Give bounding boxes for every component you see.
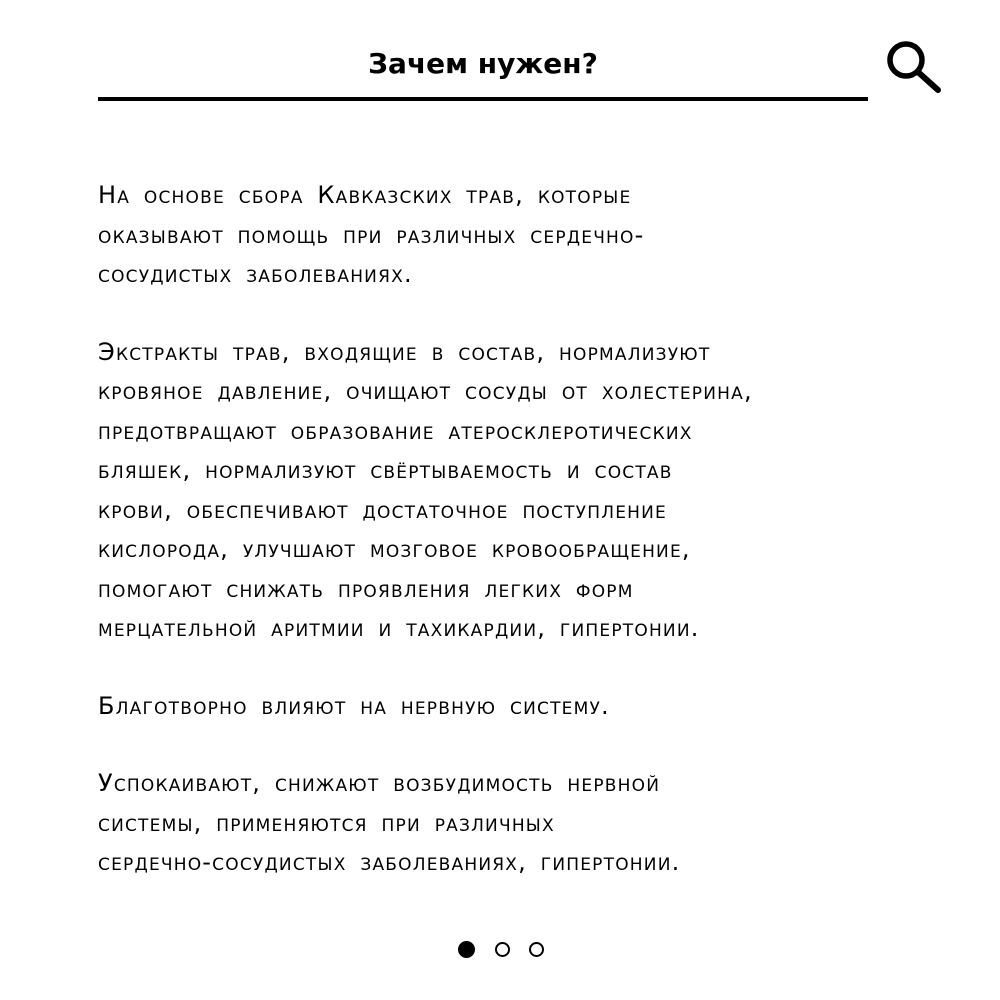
text-line: мерцательной аритмии и тахикардии, гипертонии. [98,614,700,642]
text-line: оказывают помощь при различных сердечно- [98,220,645,249]
text-line: На основе сбора Кавказских трав, которые [98,181,632,209]
page-title: Зачем нужен? [368,47,598,80]
paragraph-nervous-system [98,687,918,727]
text-line: помогают снижать проявления легких форм [98,574,634,603]
header [98,0,868,104]
text-line: сердечно-сосудистых заболеваниях, гипертонии. [98,848,681,876]
text-line: Экстракты трав, входящие в состав, нормализуют [98,337,711,366]
page-dot-2[interactable] [495,942,510,957]
text-line: кровяное давление, очищают сосуды от холестерина, [98,377,753,405]
page-dot-3[interactable] [529,942,544,957]
description-content [98,176,918,921]
paragraph-calming [98,764,918,883]
text-line: Благотворно влияют на нервную систему. [98,691,610,720]
paragraph-intro [98,176,918,295]
paragraph-extracts [98,333,918,649]
page-dot-1-active[interactable] [458,941,475,958]
text-line: предотвращают образование атеросклеротических [98,416,693,445]
header-divider [98,97,868,101]
text-line: бляшек, нормализуют свёртываемость и состав [98,456,673,484]
text-line: сосудистых заболеваниях. [98,260,413,288]
carousel-pagination [458,940,548,960]
text-line: кислорода, улучшают мозговое кровообращение, [98,535,691,563]
text-line: Успокаивают, снижают возбудимость нервной [98,769,661,797]
search-button[interactable] [884,38,948,98]
search-icon [884,38,948,98]
text-line: системы, применяются при различных [98,808,555,837]
text-line: крови, обеспечивают достаточное поступление [98,495,667,524]
